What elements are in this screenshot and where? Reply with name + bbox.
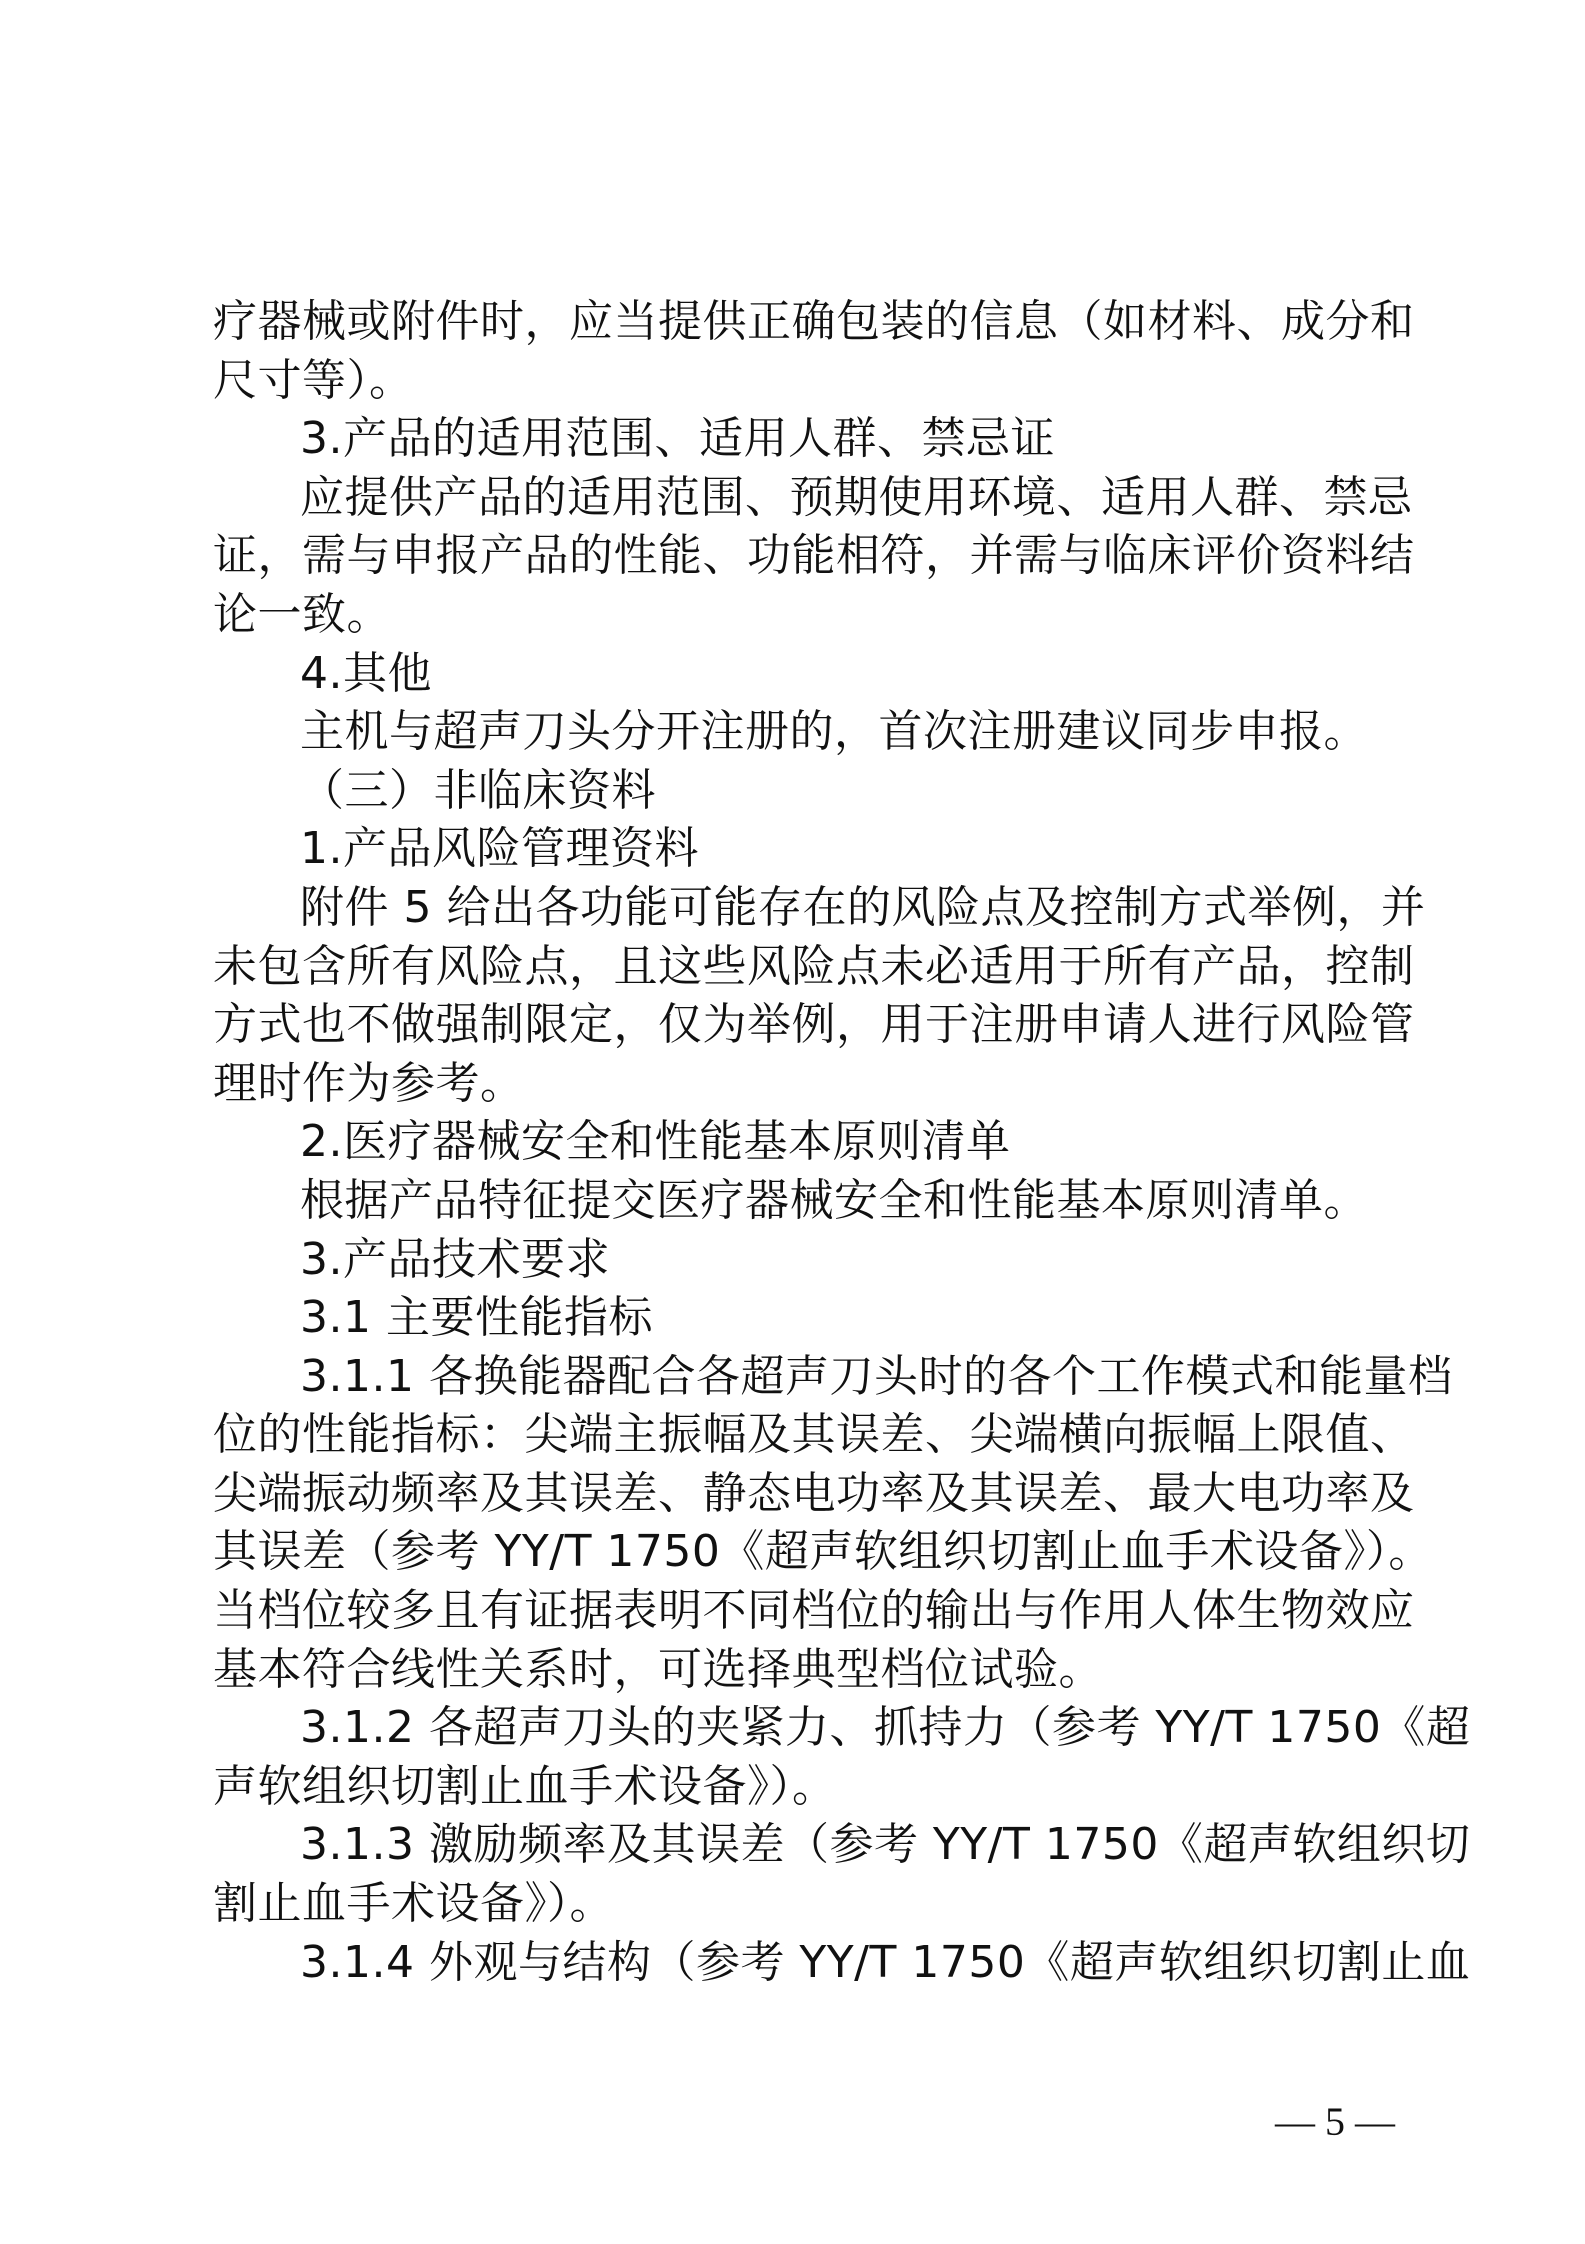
text-line: 证，需与申报产品的性能、功能相符，并需与临床评价资料结 xyxy=(213,530,1415,582)
text-line: 根据产品特征提交医疗器械安全和性能基本原则清单。 xyxy=(300,1174,1368,1226)
document-body xyxy=(213,293,1471,1992)
section-heading: 3.1 主要性能指标 xyxy=(300,1292,653,1344)
text-line: 3.1.3 激励频率及其误差（参考 YY/T 1750《超声软组织切 xyxy=(300,1819,1471,1871)
text-line: 论一致。 xyxy=(213,588,391,640)
text-line: 割止血手术设备》）。 xyxy=(213,1878,614,1930)
text-line: 理时作为参考。 xyxy=(213,1057,525,1109)
text-line: 位的性能指标：尖端主振幅及其误差、尖端横向振幅上限值、 xyxy=(213,1409,1415,1461)
text-line: 其误差（参考 YY/T 1750《超声软组织切割止血手术设备》）。 xyxy=(213,1526,1433,1578)
text-line: 应提供产品的适用范围、预期使用环境、适用人群、禁忌 xyxy=(300,471,1413,523)
text-line: 未包含所有风险点，且这些风险点未必适用于所有产品，控制 xyxy=(213,940,1415,992)
text-line: 声软组织切割止血手术设备》）。 xyxy=(213,1760,837,1812)
text-line: 基本符合线性关系时，可选择典型档位试验。 xyxy=(213,1643,1103,1695)
section-heading: （三）非临床资料 xyxy=(300,764,656,816)
text-line: 当档位较多且有证据表明不同档位的输出与作用人体生物效应 xyxy=(213,1585,1415,1637)
section-heading: 3.产品的适用范围、适用人群、禁忌证 xyxy=(300,413,1055,465)
text-line: 疗器械或附件时，应当提供正确包装的信息（如材料、成分和 xyxy=(213,296,1415,347)
page-number: — 5 — xyxy=(1275,2099,1395,2144)
text-line: 尖端振动频率及其误差、静态电功率及其误差、最大电功率及 xyxy=(213,1467,1415,1519)
text-line: 主机与超声刀头分开注册的，首次注册建议同步申报。 xyxy=(300,706,1368,758)
text-line: 尺寸等）。 xyxy=(213,354,414,406)
text-line: 3.1.4 外观与结构（参考 YY/T 1750《超声软组织切割止血 xyxy=(300,1936,1471,1988)
section-heading: 3.产品技术要求 xyxy=(300,1233,610,1285)
text-line: 附件 5 给出各功能可能存在的风险点及控制方式举例，并 xyxy=(300,881,1426,933)
section-heading: 4.其他 xyxy=(300,647,432,699)
section-heading: 1.产品风险管理资料 xyxy=(300,823,699,875)
text-line: 方式也不做强制限定，仅为举例，用于注册申请人进行风险管 xyxy=(213,999,1415,1051)
section-heading: 2.医疗器械安全和性能基本原则清单 xyxy=(300,1116,1011,1168)
text-line: 3.1.2 各超声刀头的夹紧力、抓持力（参考 YY/T 1750《超 xyxy=(300,1702,1471,1754)
text-line: 3.1.1 各换能器配合各超声刀头时的各个工作模式和能量档 xyxy=(300,1350,1453,1402)
